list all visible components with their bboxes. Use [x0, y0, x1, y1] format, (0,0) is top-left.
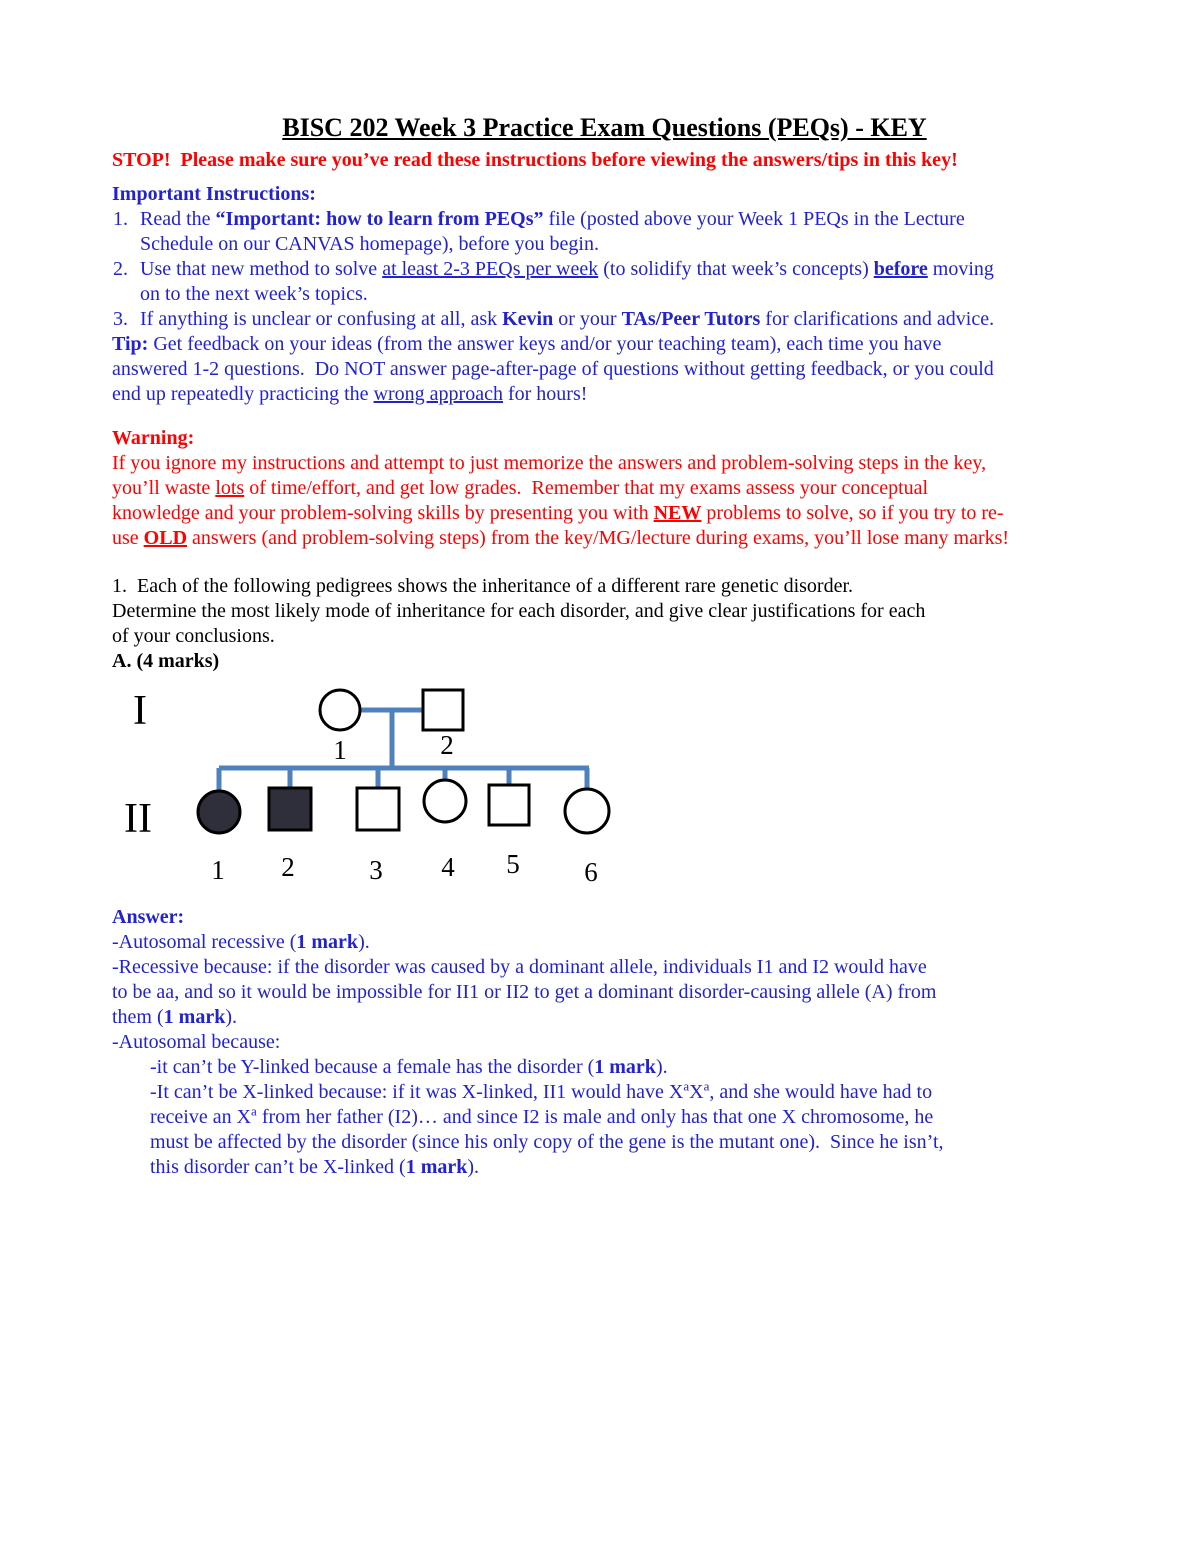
text-segment: 1 mark — [594, 1056, 656, 1078]
generation-label-I: I — [133, 688, 147, 734]
text-segment: to be aa, and so it would be impossible for II1 or II2 to get a dominant disorder-causing allele (A) from — [112, 981, 937, 1003]
text-line — [112, 1055, 1097, 1080]
instruction-item-2 — [112, 257, 1097, 307]
text-line — [112, 624, 1097, 649]
generation-label-II: II — [124, 796, 152, 842]
text-segment: (to solidify that week’s concepts) — [598, 258, 874, 280]
text-segment: ). — [358, 931, 370, 953]
warning-heading: Warning: — [112, 427, 195, 449]
pedigree-individual-II-1-affected — [198, 791, 240, 833]
text-segment: for hours! — [502, 383, 588, 405]
individual-number-II-5: 5 — [506, 849, 520, 879]
text-line — [112, 955, 1097, 980]
text-segment: -It can’t be X-linked because: if it was X-linked, II1 would have X — [150, 1081, 684, 1103]
text-line — [140, 257, 1097, 282]
text-segment: for clarifications and advice. — [760, 308, 995, 330]
text-segment: Kevin — [502, 308, 554, 330]
text-line — [112, 930, 1097, 955]
text-segment: NEW — [653, 502, 702, 524]
text-line — [140, 307, 1097, 332]
document-content — [112, 112, 1097, 1180]
text-segment: this disorder can’t be X-linked ( — [150, 1156, 406, 1178]
text-segment: wrong approach — [373, 383, 503, 405]
instructions-list — [112, 207, 1097, 332]
text-segment: If you ignore my instructions and attempt to just memorize the answers and problem-solving steps in the key, — [112, 452, 987, 474]
individual-number-II-4: 4 — [441, 852, 455, 882]
text-segment: Schedule on our CANVAS homepage), before you begin. — [140, 233, 599, 255]
text-line — [112, 382, 1097, 407]
warning-paragraph — [112, 451, 1097, 551]
question-part-label: A. (4 marks) — [112, 650, 220, 672]
text-segment: 1 mark — [405, 1156, 468, 1178]
text-segment: OLD — [143, 527, 188, 549]
pedigree-individual-I-1-unaffected — [320, 690, 360, 730]
stop-notice: STOP! Please make sure you’ve read these instructions before viewing the answers/tips in this key! — [112, 149, 958, 171]
pedigree-individual-II-3-unaffected — [357, 788, 399, 830]
text-segment: receive an X — [150, 1106, 252, 1128]
pedigree-diagram — [112, 683, 632, 891]
individual-number-I-1: 1 — [333, 735, 347, 765]
text-segment: from her father (I2)… and since I2 is male and only has that one X chromosome, he — [256, 1106, 934, 1128]
text-segment: at least 2-3 PEQs per week — [382, 258, 599, 280]
text-line — [112, 476, 1097, 501]
instruction-item-1 — [112, 207, 1097, 257]
text-segment: a — [703, 1078, 710, 1094]
text-segment: of time/effort, and get low grades. Remember that my exams assess your conceptual — [244, 477, 929, 499]
text-line — [112, 574, 1097, 599]
text-segment: X — [689, 1081, 704, 1103]
text-segment: Use that new method to solve — [140, 258, 383, 280]
text-segment: of your conclusions. — [112, 625, 275, 647]
text-segment: must be affected by the disorder (since his only copy of the gene is the mutant one). Since he isn’t, — [150, 1131, 944, 1153]
text-line — [140, 282, 1097, 307]
individual-number-II-3: 3 — [369, 855, 383, 885]
answer-text — [112, 930, 1097, 1180]
text-segment: -it can’t be Y-linked because a female has the disorder ( — [150, 1056, 595, 1078]
instruction-number: 3. — [113, 308, 128, 330]
text-segment: or your — [553, 308, 622, 330]
individual-number-II-2: 2 — [281, 852, 295, 882]
text-line — [112, 1080, 1097, 1105]
text-segment: end up repeatedly practicing the — [112, 383, 374, 405]
pedigree-individual-II-5-unaffected — [489, 785, 529, 825]
individual-number-II-6: 6 — [584, 857, 598, 887]
individual-number-I-2: 2 — [440, 730, 454, 760]
instruction-number: 2. — [113, 258, 128, 280]
instructions-heading: Important Instructions: — [112, 183, 316, 205]
text-segment: answered 1-2 questions. Do NOT answer page-after-page of questions without getting feedback, or you could — [112, 358, 994, 380]
text-segment: lots — [215, 477, 245, 499]
text-segment: a — [683, 1078, 690, 1094]
text-segment: If anything is unclear or confusing at all, ask — [140, 308, 503, 330]
pedigree-individual-II-6-unaffected — [565, 789, 609, 833]
instruction-number: 1. — [113, 208, 128, 230]
text-segment: ). — [655, 1056, 668, 1078]
text-segment: you’ll waste — [112, 477, 216, 499]
text-line — [112, 526, 1097, 551]
text-segment: -Recessive because: if the disorder was caused by a dominant allele, individuals I1 and I2 would have — [112, 956, 927, 978]
pedigree-individual-II-4-unaffected — [424, 780, 466, 822]
text-segment: a — [251, 1103, 257, 1119]
text-segment: ). — [467, 1156, 480, 1178]
text-segment: knowledge and your problem-solving skills by presenting you with — [112, 502, 654, 524]
text-segment: , and she would have had to — [709, 1081, 933, 1103]
text-line — [112, 980, 1097, 1005]
text-line — [112, 1030, 1097, 1055]
text-segment: file (posted above your Week 1 PEQs in the Lecture — [543, 208, 965, 230]
text-segment: them ( — [112, 1006, 164, 1028]
text-segment: Read the — [140, 208, 216, 230]
text-segment: use — [112, 527, 144, 549]
text-segment: Tip: — [112, 333, 149, 355]
text-segment: -Autosomal because: — [112, 1031, 281, 1053]
text-line — [112, 1005, 1097, 1030]
text-line — [112, 501, 1097, 526]
text-line — [112, 1155, 1097, 1180]
text-line — [112, 451, 1097, 476]
text-segment: problems to solve, so if you try to re- — [701, 502, 1004, 524]
text-segment: TAs/Peer Tutors — [621, 308, 761, 330]
individual-number-II-1: 1 — [211, 855, 225, 885]
text-line — [112, 357, 1097, 382]
text-segment: ). — [225, 1006, 237, 1028]
question-text — [112, 574, 1097, 649]
text-segment: “Important: how to learn from PEQs” — [215, 208, 544, 230]
text-segment: 1. Each of the following pedigrees shows the inheritance of a different rare genetic disorder. — [112, 575, 854, 597]
text-segment: 1 mark — [296, 931, 359, 953]
pedigree-individual-II-2-affected — [269, 788, 311, 830]
text-segment: 1 mark — [163, 1006, 226, 1028]
text-line — [140, 232, 1097, 257]
text-line — [140, 207, 1097, 232]
text-segment: Get feedback on your ideas (from the answer keys and/or your teaching team), each time you have — [148, 333, 942, 355]
text-line — [112, 1105, 1097, 1130]
text-line — [112, 332, 1097, 357]
pedigree-figure — [112, 683, 1097, 891]
text-segment: before — [873, 258, 928, 280]
text-segment: Determine the most likely mode of inheritance for each disorder, and give clear justifications for each — [112, 600, 926, 622]
text-line — [112, 1130, 1097, 1155]
pedigree-individual-I-2-unaffected — [423, 690, 463, 730]
text-segment: on to the next week’s topics. — [140, 283, 368, 305]
tip-paragraph — [112, 332, 1097, 407]
text-segment: -Autosomal recessive ( — [112, 931, 297, 953]
text-line — [112, 599, 1097, 624]
instruction-item-3 — [112, 307, 1097, 332]
text-segment: moving — [927, 258, 994, 280]
answer-heading: Answer: — [112, 906, 185, 928]
page-title: BISC 202 Week 3 Practice Exam Questions (PEQs) - KEY — [282, 113, 927, 142]
text-segment: answers (and problem-solving steps) from the key/MG/lecture during exams, you’ll lose many marks! — [187, 527, 1010, 549]
